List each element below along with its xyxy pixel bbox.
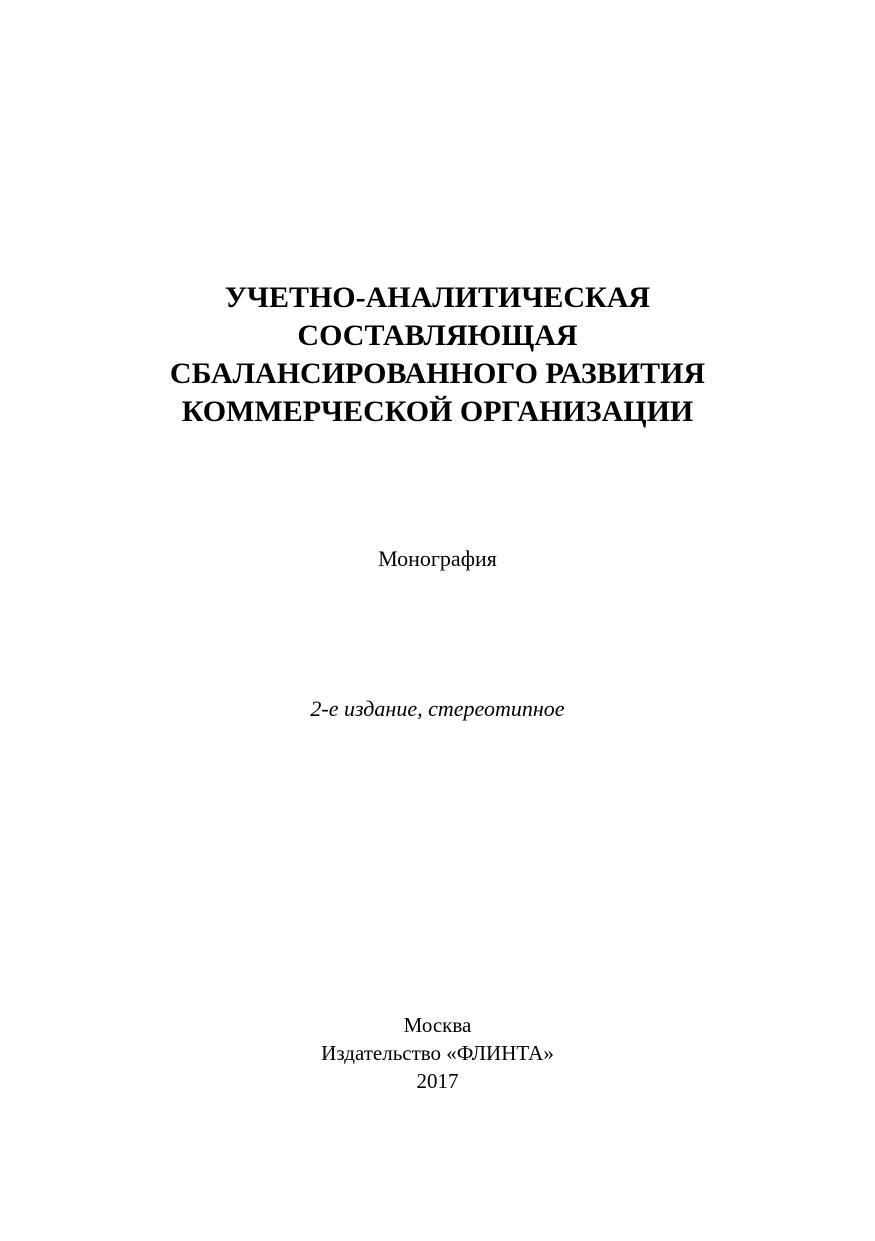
title-line: СОСТАВЛЯЮЩАЯ bbox=[297, 319, 578, 352]
title-line: УЧЕТНО-АНАЛИТИЧЕСКАЯ bbox=[224, 281, 651, 314]
imprint-city: Москва bbox=[403, 1013, 472, 1037]
book-title bbox=[0, 279, 875, 431]
title-line: СБАЛАНСИРОВАННОГО РАЗВИТИЯ bbox=[169, 357, 706, 390]
imprint-publisher: Издательство «ФЛИНТА» bbox=[321, 1041, 554, 1065]
imprint-year: 2017 bbox=[416, 1069, 459, 1093]
title-line: КОММЕРЧЕСКОЙ ОРГАНИЗАЦИИ bbox=[181, 395, 694, 428]
imprint bbox=[0, 1011, 875, 1095]
edition-note: 2-е издание, стереотипное bbox=[310, 696, 565, 721]
publication-genre: Монография bbox=[378, 546, 497, 571]
